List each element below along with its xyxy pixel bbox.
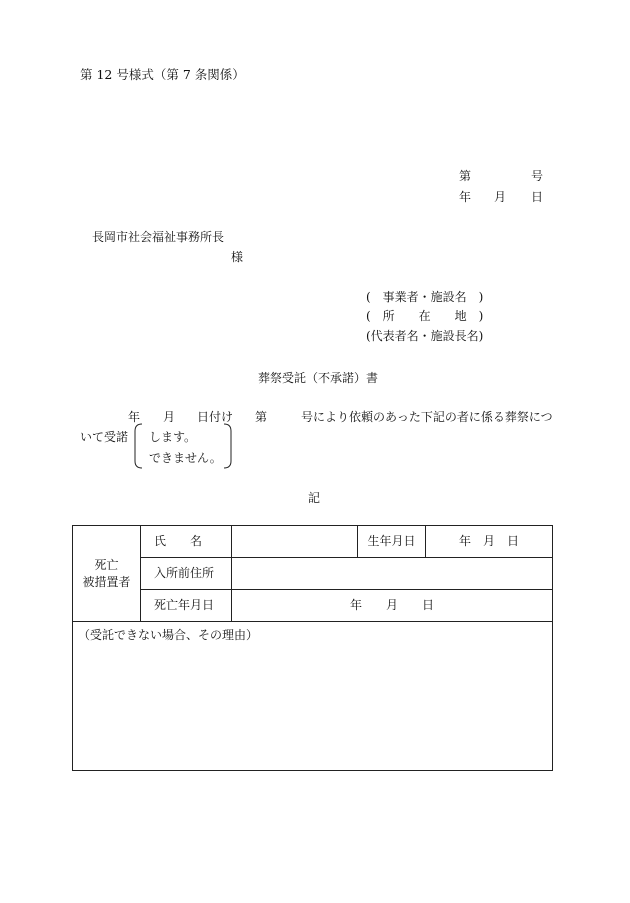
body-text-line2: いて受諾 — [80, 430, 129, 444]
death-date-label: 死亡年月日 — [141, 590, 232, 622]
sender-address: ( 所 在 地 ) — [366, 309, 484, 323]
body-year: 年 — [128, 410, 141, 424]
reason-cell[interactable] — [73, 622, 553, 771]
reason-label: （受託できない場合、その理由） — [78, 628, 259, 643]
birth-value[interactable]: 年 月 日 — [426, 526, 553, 558]
form-number: 第 12 号様式（第 7 条関係） — [80, 67, 245, 82]
doc-number-prefix: 第 — [459, 169, 472, 183]
prev-address-value[interactable] — [232, 558, 553, 590]
sender-business-name: ( 事業者・施設名 ) — [366, 290, 484, 304]
body-month: 月 — [163, 410, 176, 424]
name-label: 氏 名 — [141, 526, 232, 558]
birth-label: 生年月日 — [358, 526, 426, 558]
deceased-label-2: 被措置者 — [82, 574, 131, 589]
prev-address-label: 入所前住所 — [141, 558, 232, 590]
option-accept: します。 — [149, 430, 197, 444]
body-dated: 日付け — [197, 410, 234, 424]
date-year: 年 — [459, 190, 472, 204]
deceased-info-table — [72, 525, 553, 771]
body-number-prefix: 第 — [255, 410, 268, 424]
name-value[interactable] — [232, 526, 358, 558]
doc-number-suffix: 号 — [531, 169, 544, 183]
deceased-label-cell — [73, 526, 141, 622]
date-day: 日 — [531, 190, 544, 204]
sender-representative: (代表者名・施設長名) — [366, 329, 484, 343]
deceased-label-1: 死亡 — [94, 557, 119, 572]
ki-heading: 記 — [308, 491, 321, 505]
document-title: 葬祭受託（不承諾）書 — [258, 371, 379, 385]
addressee-honorific: 様 — [231, 250, 244, 264]
option-decline: できません。 — [149, 451, 222, 465]
body-text: 号により依頼のあった下記の者に係る葬祭につ — [301, 410, 553, 424]
death-date-value[interactable]: 年 月 日 — [232, 590, 553, 622]
addressee-name: 長岡市社会福祉事務所長 — [92, 230, 225, 244]
date-month: 月 — [494, 190, 507, 204]
